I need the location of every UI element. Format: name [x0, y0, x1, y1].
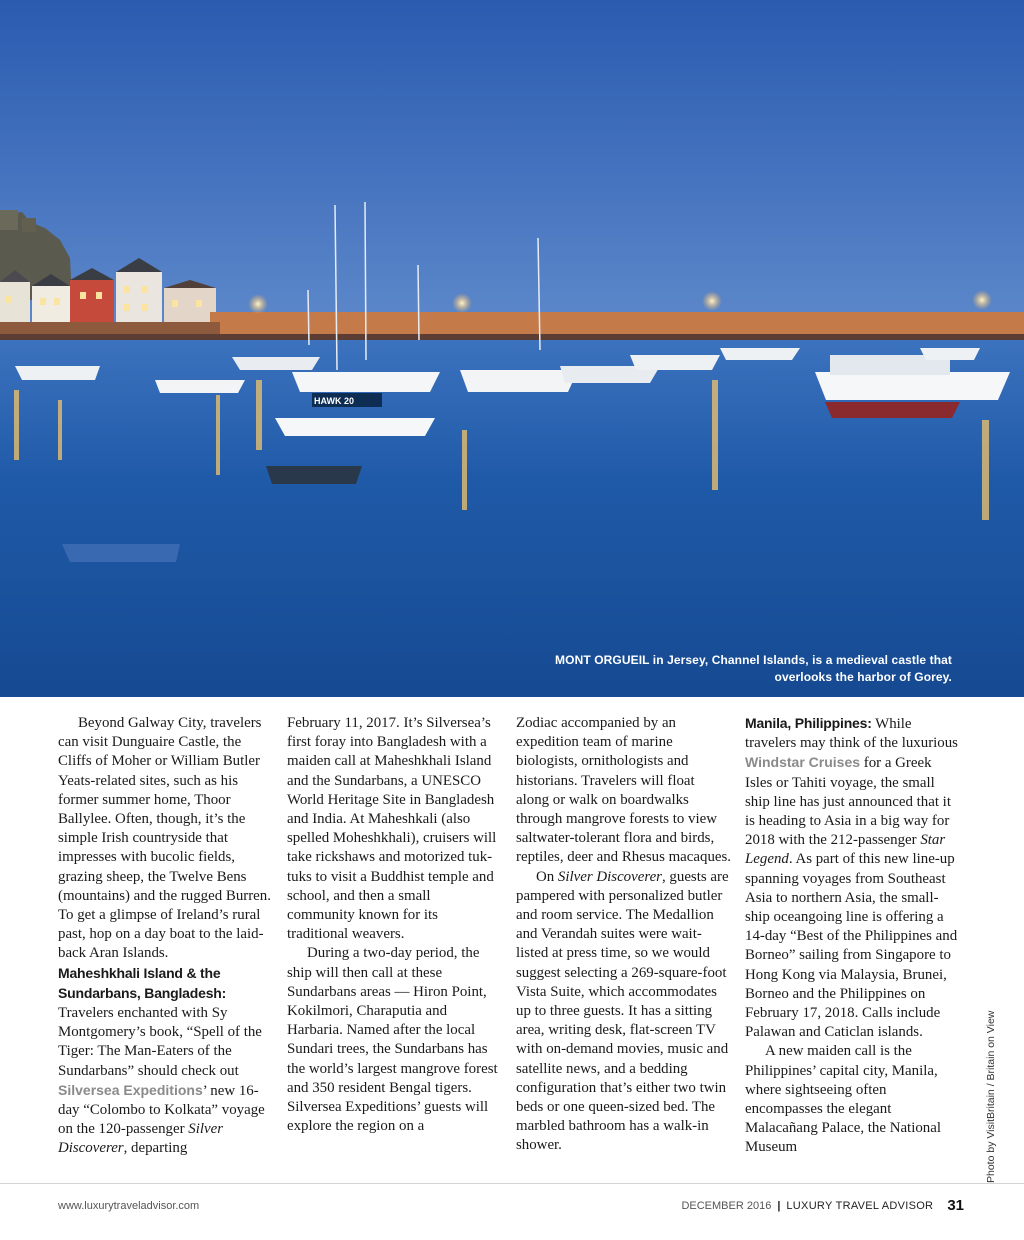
section-heading: Manila, Philippines:: [745, 715, 872, 731]
photo-credit: Photo by VisitBritain / Britain on View: [985, 1010, 997, 1183]
article-column-3: [516, 714, 731, 1156]
paragraph-text: On: [536, 868, 558, 885]
footer-url[interactable]: www.luxurytraveladvisor.com: [58, 1200, 200, 1212]
paragraph-text: Travelers enchanted with Sy Montgomery’s book, “Spell of the Tiger: The Man-Eaters of the Sundarbans” should check out: [58, 1005, 262, 1079]
windstar-link[interactable]: Windstar Cruises: [745, 754, 861, 771]
caption-lead: MONT ORGUEIL: [555, 653, 650, 667]
ship-name: Star Legend: [745, 832, 946, 868]
ship-name: Silver Discoverer: [58, 1121, 223, 1157]
issue-date: DECEMBER 2016: [681, 1199, 772, 1212]
section-heading: Maheshkhali Island & the Sundarbans, Bangladesh:: [58, 964, 227, 1001]
footer-folio: [681, 1197, 964, 1214]
paragraph-text: ’ new 16-day “Colombo to Kolkata” voyage on the 120-passenger: [58, 1082, 265, 1138]
paragraph-text: . As part of this new line-up spanning voyages from Southeast Asia to northern Asia, the small-ship oceangoing line is offering a 14-day “Best of the Philippines and Borneo” sailing from Singapore to Hong Kong via Malaysia, Brunei, Borneo and the Philippines on February 17, 2018. Calls include Palawan and Caticlan islands.: [745, 851, 958, 1041]
paragraph: [745, 714, 960, 1042]
paragraph-text: , guests are pampered with personalized butler and room service. The Medallion and Verandah suites were wait-listed at press time, so we would suggest selecting a 269-square-foot Vista Suite, which accommodates up to three guests. It has a sitting area, writing desk, flat-screen TV with on-demand movies, music and satellite news, and a bedding configuration that’s either two twin beds or one queen-sized bed. The marbled bathroom has a walk-in shower.: [516, 868, 729, 1154]
silversea-link[interactable]: Silversea Expeditions: [58, 1081, 203, 1098]
paragraph: [58, 964, 273, 1159]
paragraph: During a two-day period, the ship will then call at these Sundarbans areas — Hiron Point, Kokilmori, Charaputia and Harbaria. Named after the local Sundari trees, the Sundarbans has the world’s largest mangrove forest and 350 resident Bengal tigers. Silversea Expeditions’ guests will explore the region on a: [287, 945, 498, 1135]
boat-label: HAWK 20: [314, 396, 355, 406]
paragraph-text: While travelers may think of the luxurious: [745, 716, 958, 752]
folio-separator: |: [777, 1199, 781, 1212]
footer-divider: [0, 1183, 1024, 1184]
photo-caption: [532, 652, 952, 686]
paragraph-text: , departing: [123, 1140, 188, 1157]
page-number: 31: [947, 1197, 964, 1214]
paragraph: Zodiac accompanied by an expedition team of marine biologists, ornithologists and historians. Travelers will float along or walk on boardwalks through mangrove forests to view saltwater-tolerant flora and birds, reptiles, deer and Rhesus macaques.: [516, 715, 732, 866]
caption-text: in Jersey, Channel Islands, is a medieval castle that overlooks the harbor of Gorey.: [649, 653, 952, 684]
paragraph: [516, 868, 731, 1156]
paragraph: February 11, 2017. It’s Silversea’s first foray into Bangladesh with a maiden call at Maheshkhali Island and the Sundarbans, a UNESCO World Heritage Site in Bangladesh and India. At Maheshkali (also spelled Moheshkhali), cruisers will take rickshaws and motorized tuk-tuks to visit a Buddhist temple and school, and then a small community known for its traditional weavers.: [287, 715, 497, 943]
magazine-name: LUXURY TRAVEL ADVISOR: [786, 1199, 934, 1212]
paragraph: Beyond Galway City, travelers can visit Dunguaire Castle, the Cliffs of Moher or William Butler Yeats-related sites, such as his former summer home, Thoor Ballylee. Often, though, it’s the simple Irish countryside that impresses with bucolic fields, grazing sheep, the Twelve Bens (mountains) and the rugged Burren. To get a glimpse of Ireland’s rural past, hop on a day boat to the laid-back Aran Islands.: [58, 715, 271, 962]
article-column-4: [745, 714, 960, 1158]
article-column-1: [58, 714, 273, 1159]
article-column-2: [287, 714, 502, 1136]
ship-name: Silver Discoverer: [557, 868, 662, 885]
paragraph-text: for a Greek Isles or Tahiti voyage, the small ship line has just announced that it is heading to Asia in a big way for 2018 with the 212-passenger: [745, 755, 951, 849]
paragraph: A new maiden call is the Philippines’ capital city, Manila, where sightseeing often encompasses the elegant Malacañang Palace, the National Museum: [745, 1043, 941, 1156]
